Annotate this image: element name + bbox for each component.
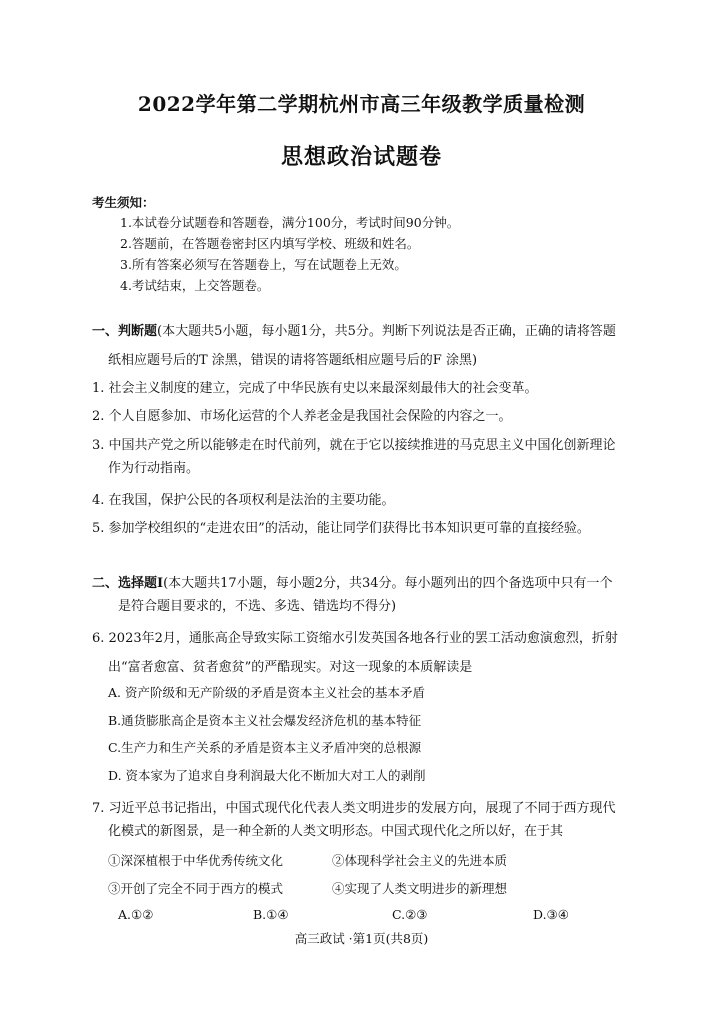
q7-statement-1: ①深深植根于中华优秀传统文化 <box>108 853 284 868</box>
section1-label: 一、判断题 <box>92 324 158 339</box>
question-4: 4. 在我国，保护公民的各项权利是法治的主要功能。 <box>92 493 395 508</box>
section2-instructions-line2: 是符合题目要求的，不选、多选、错选均不得分) <box>118 599 397 614</box>
question-7-cont: 化模式的新图景，是一种全新的人类文明形态。中国式现代化之所以好，在于其 <box>108 824 564 839</box>
question-7: 7. 习近平总书记指出，中国式现代化代表人类文明进步的发展方向，展现了不同于西方现代 <box>92 801 616 816</box>
question-2: 2. 个人自愿参加、市场化运营的个人养老金是我国社会保险的内容之一。 <box>92 409 512 424</box>
q7-choice-a: A.①② <box>118 907 154 922</box>
notice-item: 4.考试结束，上交答题卷。 <box>120 278 270 293</box>
q7-choice-c: C.②③ <box>392 907 428 922</box>
q6-option-b: B.通货膨胀高企是资本主义社会爆发经济危机的基本特征 <box>108 713 422 728</box>
exam-title: 2022学年第二学期杭州市高三年级教学质量检测 <box>137 92 586 116</box>
q6-option-c: C.生产力和生产关系的矛盾是资本主义矛盾冲突的总根源 <box>108 740 422 755</box>
question-1: 1. 社会主义制度的建立，完成了中华民族有史以来最深刻最伟大的社会变革。 <box>92 381 538 396</box>
section1-instructions-line2: 纸相应题号后的T 涂黑，错误的请将答题纸相应题号后的F 涂黑) <box>108 353 478 368</box>
exam-subtitle: 思想政治试题卷 <box>280 144 442 170</box>
notice-item: 2.答题前，在答题卷密封区内填写学校、班级和姓名。 <box>120 236 420 251</box>
q7-choice-b: B.①④ <box>253 907 289 922</box>
page-footer: 高三政试 ·第1页(共8页) <box>294 931 429 946</box>
section2-heading <box>92 572 613 591</box>
section1-instructions: (本大题共5小题，每小题1分，共5分。判断下列说法是否正确，正确的请将答题 <box>157 324 616 339</box>
q7-statement-3: ③开创了完全不同于西方的模式 <box>108 881 284 896</box>
notice-heading: 考生须知： <box>92 195 155 210</box>
q6-option-d: D. 资本家为了追求自身利润最大化不断加大对工人的剥削 <box>108 768 426 783</box>
question-5: 5. 参加学校组织的“走进农田”的活动，能让同学们获得比书本知识更可靠的直接经验。 <box>92 521 590 536</box>
notice-item: 1.本试卷分试题卷和答题卷，满分100分，考试时间90分钟。 <box>120 215 460 230</box>
question-3: 3. 中国共产党之所以能够走在时代前列，就在于它以接续推进的马克思主义中国化创新理论 <box>92 438 616 453</box>
section2-instructions: (本大题共17小题，每小题2分，共34分。每小题列出的四个备选项中只有一个 <box>163 576 613 591</box>
section2-label: 二、选择题Ⅰ <box>92 576 164 591</box>
question-3-cont: 作为行动指南。 <box>108 461 200 476</box>
section1-heading <box>92 320 616 339</box>
question-6: 6. 2023年2月，通胀高企导致实际工资缩水引发英国各地各行业的罢工活动愈演愈烈，折射 <box>92 631 618 646</box>
q7-statement-4: ④实现了人类文明进步的新理想 <box>332 881 508 896</box>
notice-item: 3.所有答案必须写在答题卷上，写在试题卷上无效。 <box>120 257 407 272</box>
q7-statement-2: ②体现科学社会主义的先进本质 <box>332 853 508 868</box>
question-6-cont: 出“富者愈富、贫者愈贫”的严酷现实。对这一现象的本质解读是 <box>108 660 473 675</box>
q7-choice-d: D.③④ <box>533 907 569 922</box>
q6-option-a: A. 资产阶级和无产阶级的矛盾是资本主义社会的基本矛盾 <box>108 685 425 700</box>
